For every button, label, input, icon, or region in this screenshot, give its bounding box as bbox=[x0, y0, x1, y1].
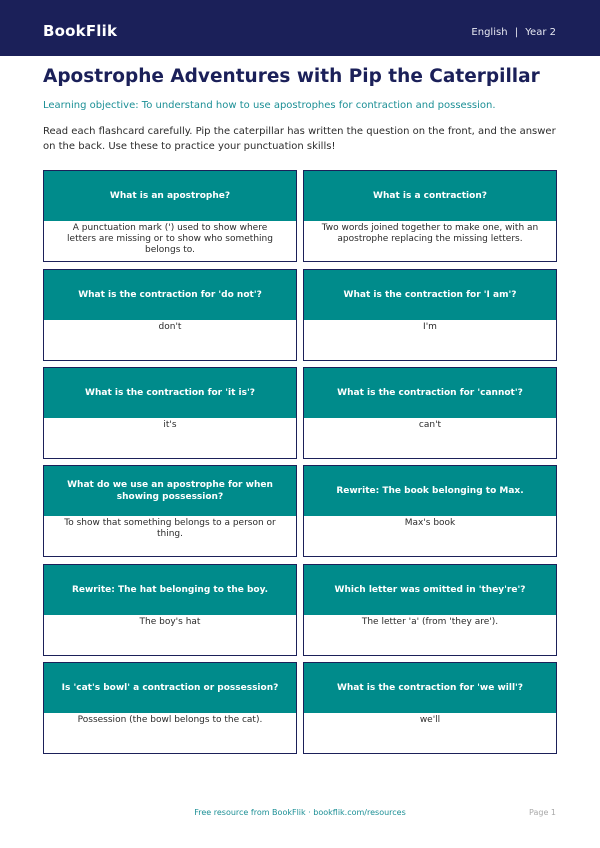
subject-label: English bbox=[471, 27, 508, 38]
footer-resource-link[interactable]: Free resource from BookFlik · bookflik.com/resources bbox=[194, 808, 406, 817]
flashcard bbox=[303, 465, 557, 557]
flashcard bbox=[303, 367, 557, 459]
flashcard bbox=[43, 170, 297, 262]
meta-separator: | bbox=[514, 27, 519, 38]
flashcard bbox=[43, 269, 297, 361]
flashcard-question: Rewrite: The hat belonging to the boy. bbox=[44, 565, 296, 615]
flashcard bbox=[43, 662, 297, 754]
flashcard-answer: don't bbox=[158, 322, 182, 332]
flashcard-answer: Max's book bbox=[404, 518, 456, 528]
flashcard bbox=[303, 564, 557, 656]
flashcard-question: Which letter was omitted in 'they're'? bbox=[304, 565, 556, 615]
flashcard-question: What is the contraction for 'cannot'? bbox=[304, 368, 556, 418]
year-label: Year 2 bbox=[525, 27, 556, 38]
intro-text: Read each flashcard carefully. Pip the caterpillar has written the question on the front, and the answer on the back. Use these to practice your punctuation skills! bbox=[43, 126, 556, 152]
brand-logo[interactable]: BookFlik bbox=[43, 22, 118, 40]
flashcard-answer: we'll bbox=[419, 715, 441, 725]
page-title: Apostrophe Adventures with Pip the Caterpillar bbox=[43, 66, 540, 87]
learning-objective: Learning objective: To understand how to use apostrophes for contraction and possession. bbox=[43, 100, 496, 111]
flashcard-question: What is the contraction for 'it is'? bbox=[44, 368, 296, 418]
flashcard-answer: To show that something belongs to a person or thing. bbox=[64, 518, 276, 539]
page-number: Page 1 bbox=[529, 808, 556, 817]
flashcard-answer: can't bbox=[418, 420, 442, 430]
flashcard-question: What is the contraction for 'I am'? bbox=[304, 270, 556, 320]
flashcard-answer: Two words joined together to make one, with an apostrophe replacing the missing letters. bbox=[321, 223, 539, 244]
flashcard-answer: The letter 'a' (from 'they are'). bbox=[361, 617, 499, 627]
flashcard bbox=[303, 170, 557, 262]
flashcard bbox=[303, 662, 557, 754]
flashcard bbox=[43, 465, 297, 557]
flashcard-question: What do we use an apostrophe for when showing possession? bbox=[44, 466, 296, 516]
flashcard-answer: Possession (the bowl belongs to the cat). bbox=[77, 715, 263, 725]
flashcard-question: What is the contraction for 'do not'? bbox=[44, 270, 296, 320]
subject-year-label bbox=[471, 27, 556, 38]
flashcard-answer: A punctuation mark (') used to show where letters are missing or to show who something belongs to. bbox=[67, 223, 273, 255]
page-header bbox=[0, 0, 600, 56]
flashcard-answer: it's bbox=[163, 420, 177, 430]
flashcard bbox=[43, 367, 297, 459]
flashcard-question: What is an apostrophe? bbox=[44, 171, 296, 221]
flashcard-question: Rewrite: The book belonging to Max. bbox=[304, 466, 556, 516]
flashcard bbox=[303, 269, 557, 361]
flashcard bbox=[43, 564, 297, 656]
flashcard-answer: I'm bbox=[423, 322, 437, 332]
flashcard-question: What is the contraction for 'we will'? bbox=[304, 663, 556, 713]
flashcard-question: Is 'cat's bowl' a contraction or possession? bbox=[44, 663, 296, 713]
flashcard-answer: The boy's hat bbox=[139, 617, 201, 627]
flashcard-question: What is a contraction? bbox=[304, 171, 556, 221]
